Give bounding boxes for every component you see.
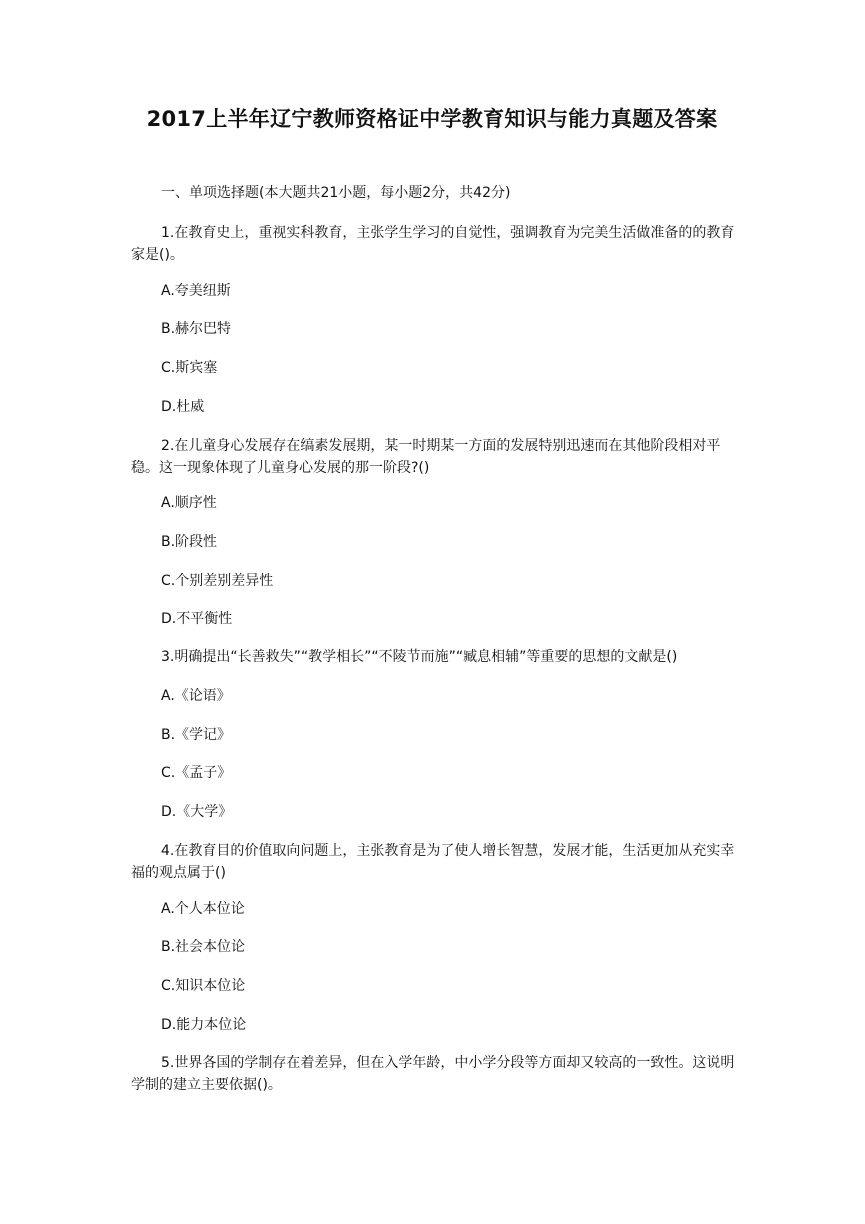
question-2-stem: 2.在儿童身心发展存在缟素发展期，某一时期某一方面的发展特别迅速而在其他阶段相对平稳。这一现象体现了儿童身心发展的那一阶段?() xyxy=(131,438,721,476)
question-4-stem: 4.在教育目的价值取向问题上，主张教育是为了使人增长智慧，发展才能，生活更加从充实幸福的观点属于() xyxy=(131,843,735,881)
question-3-option-b: B.《学记》 xyxy=(161,727,232,743)
question-3-option-c: C.《孟子》 xyxy=(161,765,232,781)
document-title: 2017上半年辽宁教师资格证中学教育知识与能力真题及答案 xyxy=(146,107,718,131)
question-2-option-d: D.不平衡性 xyxy=(161,611,233,627)
question-4-option-c: C.知识本位论 xyxy=(161,978,246,994)
question-3-option-d: D.《大学》 xyxy=(161,804,233,820)
question-1-option-c: C.斯宾塞 xyxy=(161,360,218,376)
question-4-option-a: A.个人本位论 xyxy=(161,901,245,917)
question-5-stem: 5.世界各国的学制存在着差异，但在入学年龄，中小学分段等方面却又较高的一致性。这说明学制的建立主要依据()。 xyxy=(131,1055,735,1093)
question-1-option-d: D.杜威 xyxy=(161,399,205,415)
question-1-option-a: A.夸美纽斯 xyxy=(161,283,231,299)
question-2-option-b: B.阶段性 xyxy=(161,534,218,550)
section-heading: 一、单项选择题(本大题共21小题，每小题2分，共42分) xyxy=(161,185,511,201)
question-3-option-a: A.《论语》 xyxy=(161,688,231,704)
question-1-option-b: B.赫尔巴特 xyxy=(161,321,232,337)
question-2-option-a: A.顺序性 xyxy=(161,495,217,511)
question-3-stem: 3.明确提出“长善救失”“教学相长”“不陵节而施”“臧息相辅”等重要的思想的文献是() xyxy=(161,649,678,665)
question-4-option-d: D.能力本位论 xyxy=(161,1017,247,1033)
question-2-option-c: C.个别差别差异性 xyxy=(161,573,274,589)
question-4-option-b: B.社会本位论 xyxy=(161,939,246,955)
question-1-stem: 1.在教育史上，重视实科教育，主张学生学习的自觉性，强调教育为完美生活做准备的的教育家是()。 xyxy=(131,225,735,263)
